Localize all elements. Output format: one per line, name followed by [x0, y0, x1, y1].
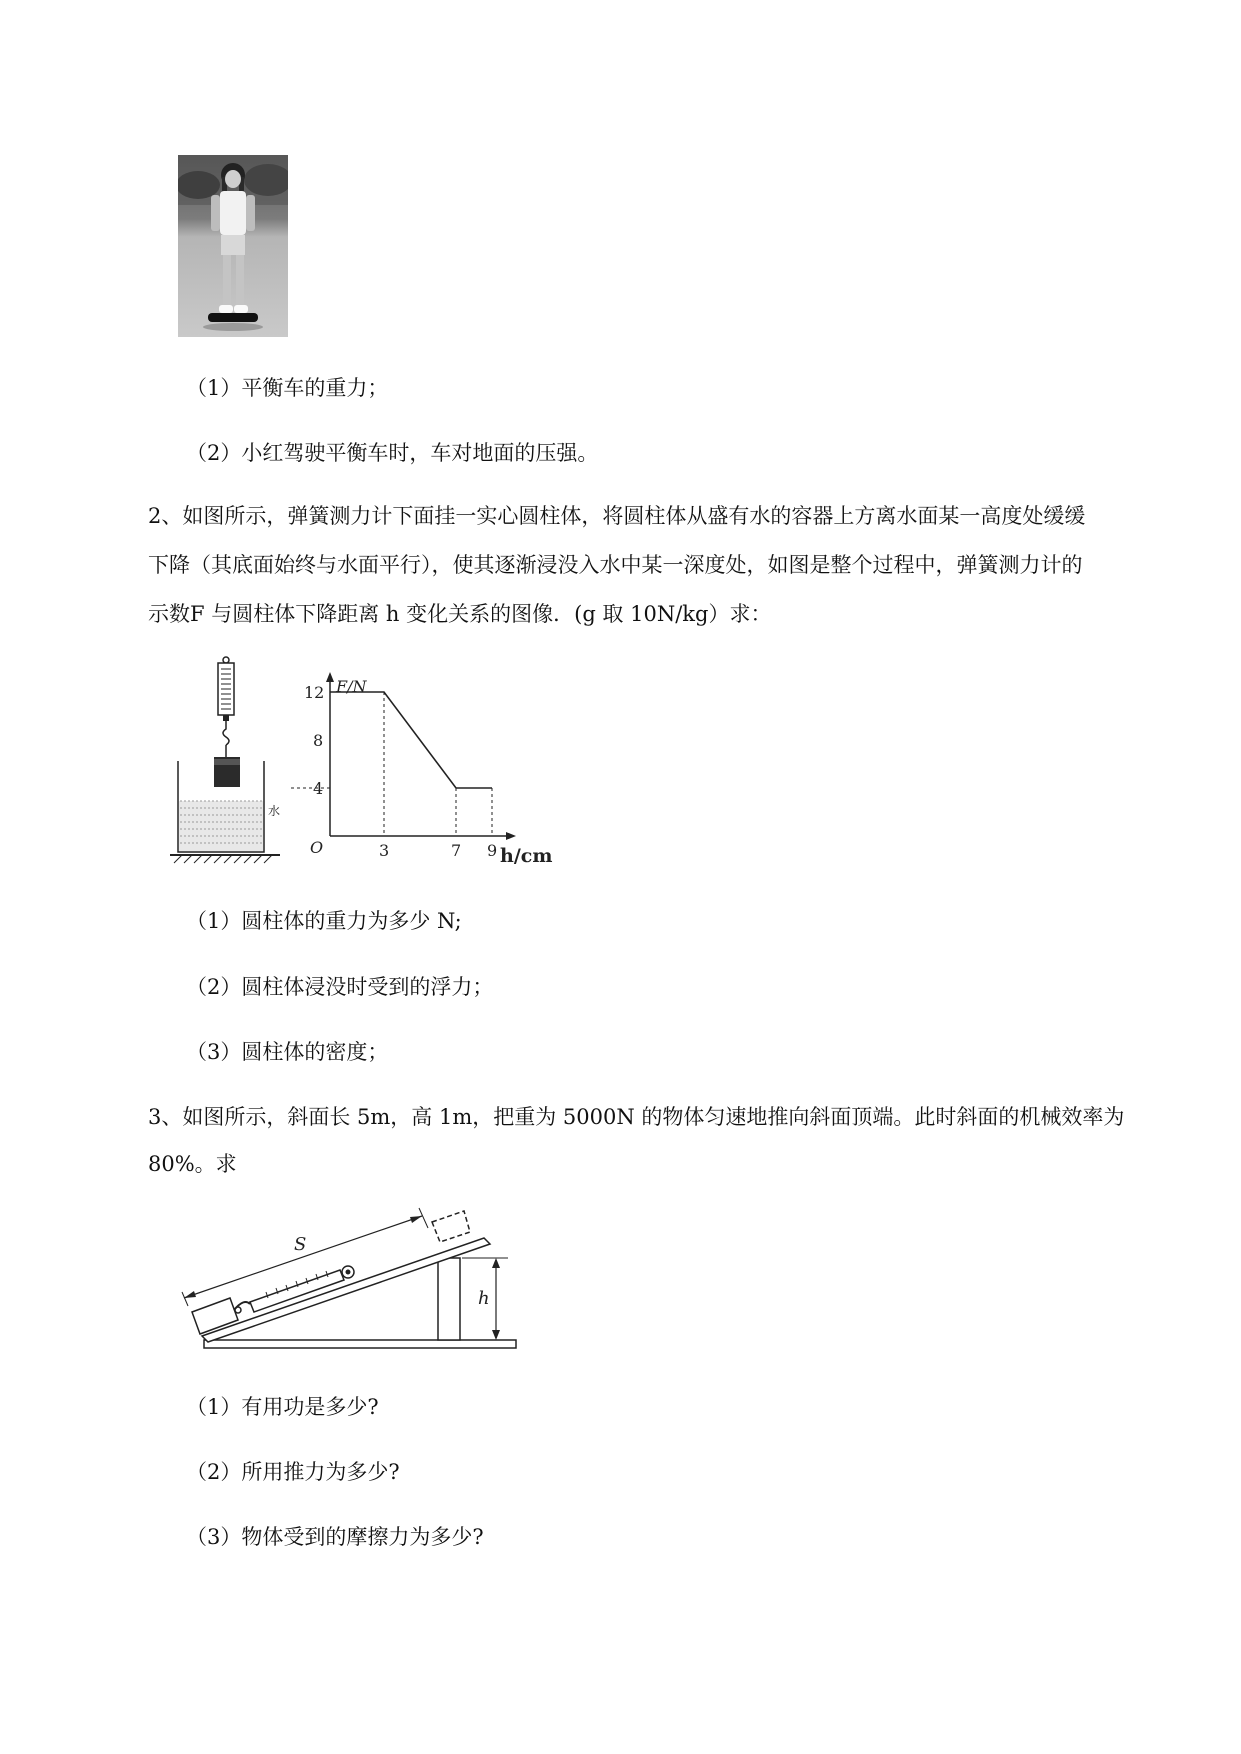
q3-sub1: （1）有用功是多少?	[186, 1395, 379, 1419]
q3-stem-line2: 80%。求	[148, 1152, 237, 1176]
y-tick-label-8: 8	[313, 731, 324, 750]
x-axis-arrow	[506, 832, 516, 840]
x-tick-label-3: 3	[379, 841, 390, 860]
x-axis-label: h/cm	[500, 845, 553, 867]
y-tick-label-4: 4	[313, 779, 324, 798]
force-depth-chart	[290, 670, 560, 870]
q1-sub2: （2）小红驾驶平衡车时，车对地面的压强。	[186, 441, 599, 465]
origin-label: O	[310, 838, 324, 857]
y-tick-label-12: 12	[304, 683, 325, 702]
s-label: S	[294, 1234, 307, 1255]
q2-sub3: （3）圆柱体的密度；	[186, 1040, 389, 1064]
inclined-plane-diagram	[178, 1198, 523, 1358]
q2-stem-line1: 2、如图所示，弹簧测力计下面挂一实心圆柱体，将圆柱体从盛有水的容器上方离水面某一高度处缓缓	[148, 504, 1086, 528]
y-axis-label: F/N	[336, 677, 367, 696]
water-label: 水	[268, 804, 281, 818]
q2-stem-line3: 示数F 与圆柱体下降距离 h 变化关系的图像．(g 取 10N/kg）求：	[148, 602, 772, 626]
x-tick-label-7: 7	[451, 841, 462, 860]
q2-sub2: （2）圆柱体浸没时受到的浮力；	[186, 975, 494, 999]
force-series-line	[330, 692, 492, 788]
q3-sub3: （3）物体受到的摩擦力为多少?	[186, 1525, 484, 1549]
q2-stem-line2: 下降（其底面始终与水面平行），使其逐渐浸没入水中某一深度处，如图是整个过程中，弹簧测力计的	[148, 553, 1083, 577]
q3-sub2: （2）所用推力为多少?	[186, 1460, 400, 1484]
y-axis-arrow	[326, 672, 334, 682]
q1-sub1: （1）平衡车的重力；	[186, 376, 389, 400]
balance-scooter-photo	[178, 155, 288, 337]
h-label: h	[478, 1288, 490, 1309]
q2-sub1: （1）圆柱体的重力为多少 N;	[186, 909, 462, 933]
spring-scale-diagram	[170, 655, 290, 865]
x-tick-label-9: 9	[487, 841, 498, 860]
q3-stem-line1: 3、如图所示，斜面长 5m，高 1m，把重为 5000N 的物体匀速地推向斜面顶端。此时斜面的机械效率为	[148, 1105, 1125, 1129]
